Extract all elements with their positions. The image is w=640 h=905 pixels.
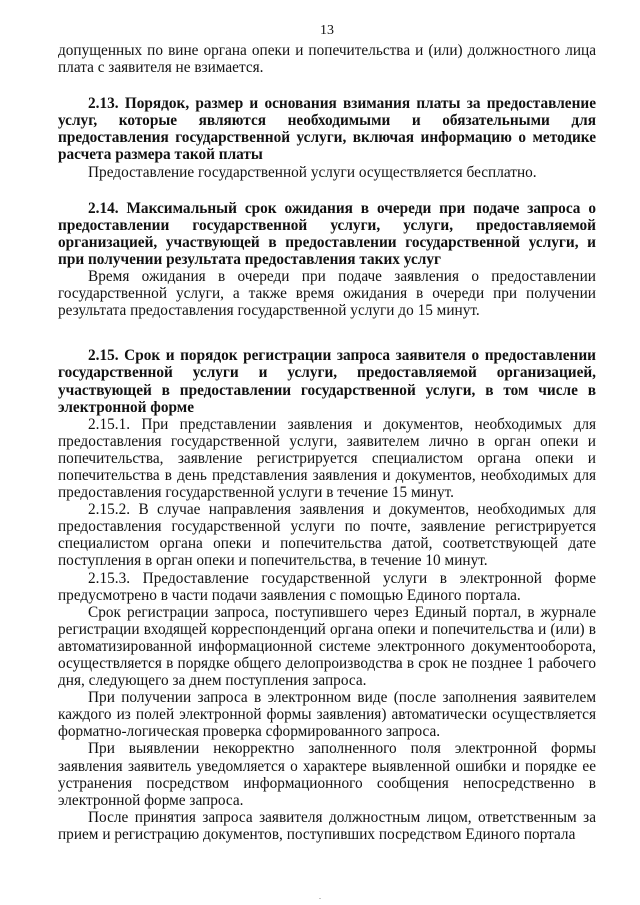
paragraph-waiting-time: Время ожидания в очереди при подаче заявления о предоставлении государственной услуги, а также время ожидания в очереди при получении результата предоставления государственной услуги до 15 минут. [58,268,596,320]
paragraph-registration-term: Срок регистрации запроса, поступившего через Единый портал, в журнале регистрации входящей корреспонденций органа опеки и попечительства и (или) в автоматизированной информационной системе электронного документооборота, осуществляется в порядке общего делопроизводства в срок не позднее 1 рабочего дня, следующего за днем поступления запроса. [58,603,596,690]
document-body [58,42,596,843]
paragraph-2-15-2: 2.15.2. В случае направления заявления и документов, необходимых для предоставления государственной услуги по почте, заявление регистрируется специалистом органа опеки и попечительства датой, соответствующей дате поступления в орган опеки и попечительства, в течение 10 минут. [58,501,596,570]
page-number: 13 [320,23,334,38]
paragraph-format-check: При получении запроса в электронном виде (после заполнения заявителем каждого из полей электронной формы заявления) автоматически осуществляется форматно-логическая проверка сформированного запроса. [58,689,596,741]
paragraph-2-15-1: 2.15.1. При представлении заявления и документов, необходимых для предоставления государственной услуги, заявителем лично в орган опеки и попечительства, заявление регистрируется специалистом органа опеки и попечительства в день представления заявления и документов, необходимых для предоставления государственной услуги в течение 15 минут. [58,415,596,502]
heading-2-13: 2.13. Порядок, размер и основания взимания платы за предоставление услуг, которые являются необходимыми и обязательными для предоставления государственной услуги, включая информацию о методике расчета размера такой платы [58,95,596,164]
footer-mark: . [319,892,321,901]
paragraph-after-acceptance: После принятия запроса заявителя должностным лицом, ответственным за прием и регистрацию документов, поступивших посредством Единого портала [58,808,596,843]
paragraph-2-15-3: 2.15.3. Предоставление государственной услуги в электронной форме предусмотрено в части подачи заявления с помощью Единого портала. [58,569,596,604]
paragraph-error-notification: При выявлении некорректно заполненного поля электронной формы заявления заявитель уведомляется о характере выявленной ошибки и порядке ее устранения посредством информационного сообщения непосредственно в электронной форме запроса. [58,740,596,809]
heading-2-14: 2.14. Максимальный срок ожидания в очереди при подаче запроса о предоставлении государственной услуги, услуги, предоставляемой организацией, участвующей в предоставлении государственной услуги, и при получении результата предоставления таких услуг [58,199,596,268]
paragraph-free-of-charge: Предоставление государственной услуги осуществляется бесплатно. [88,163,537,181]
heading-2-15: 2.15. Срок и порядок регистрации запроса заявителя о предоставлении государственной услуги и услуги, предоставляемой организацией, участвующей в предоставлении государственной услуги, в том числе в электронной форме [58,347,596,416]
paragraph-continuation: допущенных по вине органа опеки и попечительства и (или) должностного лица плата с заявителя не взимается. [58,42,596,77]
